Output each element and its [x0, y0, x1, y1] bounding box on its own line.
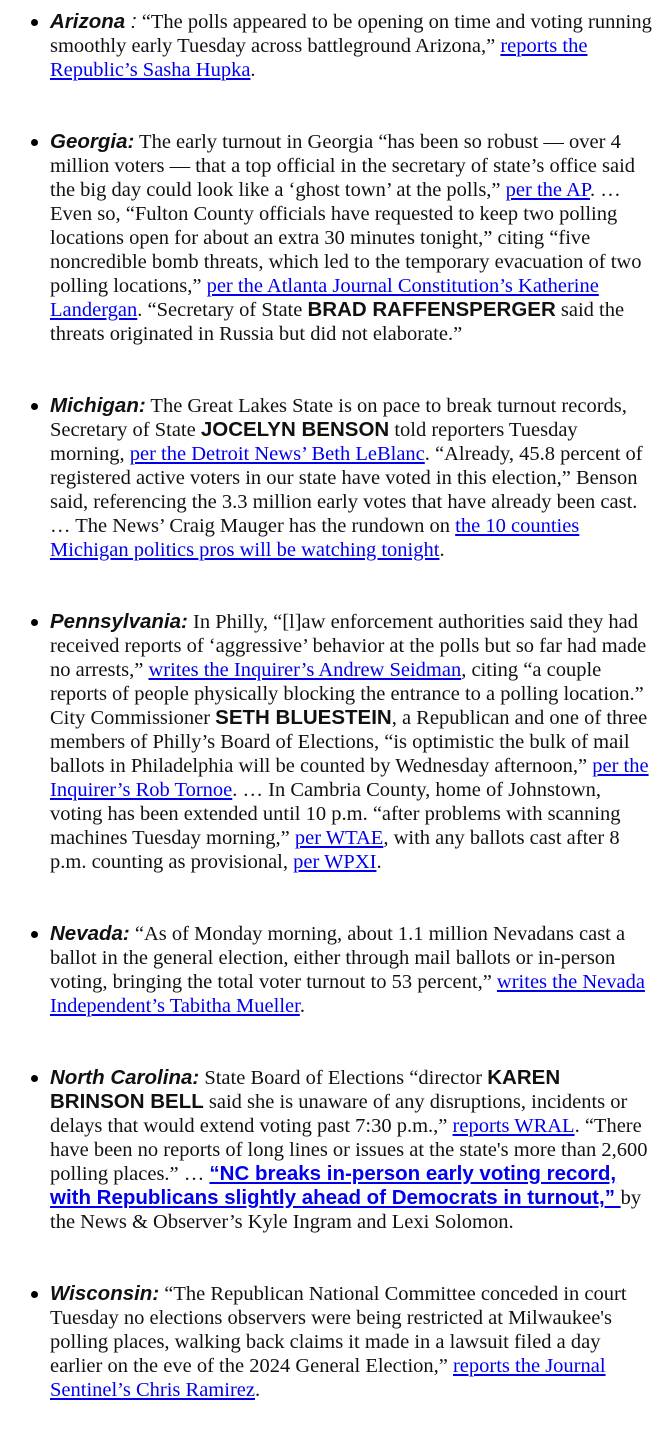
body-text: .	[439, 539, 445, 561]
body-text: , with any ballots cast after 8 p.m. counting as provisional,	[50, 827, 620, 873]
person-name: KAREN BRINSON BELL	[50, 1066, 561, 1113]
body-text: . … In Cambria County, home of Johnstown, voting has been extended until 10 p.m. “after problems with scanning machines Tuesday morning,”	[50, 779, 621, 849]
list-item-georgia	[50, 130, 652, 346]
person-name: JOCELYN BENSON	[200, 418, 390, 441]
body-text: told reporters Tuesday morning,	[50, 419, 578, 465]
source-link[interactable]: writes the Inquirer’s Andrew Seidman	[148, 659, 462, 681]
source-link[interactable]: per the Detroit News’ Beth LeBlanc	[129, 443, 425, 465]
source-link[interactable]: per the AP	[505, 179, 590, 201]
body-text: State Board of Elections “director	[199, 1067, 488, 1089]
state-label: North Carolina:	[50, 1066, 200, 1089]
body-text: said she is unaware of any disruptions, incidents or delays that would extend voting past 7:30 p.m.,”	[50, 1091, 628, 1137]
source-link[interactable]: the 10 counties Michigan politics pros will be watching tonight	[50, 515, 580, 561]
body-text: , citing “a couple reports of people physically blocking the entrance to a polling location.” City Commissioner	[50, 659, 644, 729]
person-name: SETH BLUESTEIN	[215, 706, 392, 729]
source-link[interactable]: per the Atlanta Journal Constitution’s Katherine Landergan	[50, 275, 599, 321]
source-link[interactable]: reports WRAL	[452, 1115, 575, 1137]
body-text: said the threats originated in Russia but did not elaborate.”	[50, 299, 625, 345]
source-link[interactable]: writes the Nevada Independent’s Tabitha Mueller	[50, 971, 645, 1017]
list-item-north-carolina	[50, 1066, 652, 1234]
source-link[interactable]: reports the Journal Sentinel’s Chris Ramirez	[50, 1355, 606, 1401]
body-text: .	[254, 1379, 261, 1401]
source-link[interactable]: reports the Republic’s Sasha Hupka	[50, 35, 588, 81]
list-item-nevada	[50, 922, 652, 1018]
state-label: Pennsylvania:	[50, 610, 188, 633]
source-link[interactable]: per WTAE	[294, 827, 384, 849]
body-text: .	[299, 995, 305, 1017]
source-link[interactable]: per WPXI	[293, 851, 377, 873]
body-text: The early turnout in Georgia “has been so robust — over 4 million voters — that a top official in the secretary of state’s office said the big day could look like a ‘ghost town’ at the polls,”	[50, 131, 636, 201]
body-text: In Philly, “[l]aw enforcement authorities said they had received reports of ‘aggressive’ behavior at the polls but so far had made no arrests,”	[50, 611, 647, 681]
body-text: . “Already, 45.8 percent of registered active voters in our state have voted in this election,” Benson said, referencing the 3.3 million early votes that have already been cast. … The News’ Craig Mauger has the rundown on	[50, 443, 643, 537]
body-text: . “Secretary of State	[137, 299, 308, 321]
state-label: Wisconsin:	[50, 1282, 160, 1305]
list-item-pennsylvania	[50, 610, 652, 874]
body-text: “The polls appeared to be opening on time and voting running smoothly early Tuesday across battleground Arizona,”	[50, 11, 652, 57]
source-link[interactable]: per the Inquirer’s Rob Tornoe	[50, 755, 649, 801]
body-text: “The Republican National Committee conceded in court Tuesday no elections observers were being restricted at Milwaukee's polling places, walking back claims it made in a lawsuit filed a day earlier on the eve of the 2024 General Election,”	[50, 1283, 627, 1377]
body-text: by the News & Observer’s Kyle Ingram and Lexi Solomon.	[50, 1187, 642, 1233]
body-text: . … Even so, “Fulton County officials have requested to keep two polling locations open for about an extra 30 minutes tonight,” citing “five noncredible bomb threats, which led to the temporary evacuation of two polling locations,”	[50, 179, 642, 297]
body-text: .	[376, 851, 382, 873]
body-text: , a Republican and one of three members of Philly’s Board of Elections, “is optimistic the bulk of mail ballots in Philadelphia will be counted by Wednesday afternoon,”	[50, 707, 648, 777]
list-item-arizona	[50, 10, 652, 82]
headline-link[interactable]: “NC breaks in-person early voting record, with Republicans slightly ahead of Democrats in turnout,”	[50, 1162, 621, 1209]
person-name: BRAD RAFFENSPERGER	[307, 298, 556, 321]
state-label: Arizona	[50, 10, 126, 33]
state-label: Michigan:	[50, 394, 146, 417]
body-text: “As of Monday morning, about 1.1 million Nevadans cast a ballot in the general election, either through mail ballots or in-person voting, bringing the total voter turnout to 53 percent,”	[50, 923, 626, 993]
list-item-michigan	[50, 394, 652, 562]
state-label: Nevada:	[50, 922, 130, 945]
state-label-separator: :	[125, 10, 137, 33]
state-label: Georgia:	[50, 130, 135, 153]
body-text: .	[250, 59, 256, 81]
body-text: . “There have been no reports of long lines or issues at the state's more than 2,600 polling places.” …	[50, 1115, 648, 1185]
list-item-wisconsin	[50, 1282, 652, 1402]
body-text: The Great Lakes State is on pace to break turnout records, Secretary of State	[50, 395, 627, 441]
